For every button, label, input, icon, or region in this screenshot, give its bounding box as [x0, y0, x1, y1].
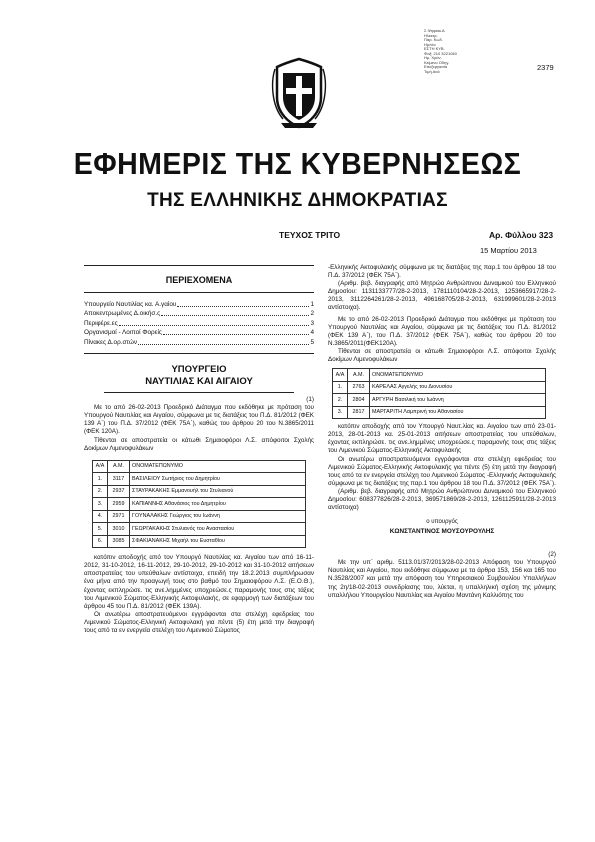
table-row: [93, 473, 306, 486]
ministry-line-2: ΝΑΥΤΙΛΙΑΣ ΚΑΙ ΑΙΓΑΙΟΥ: [145, 376, 253, 388]
paragraph: -Ελληνικής Ακτοφυλακής σύμφωνα με τις διατάξεις της παρ.1 του άρθρου 18 του Π.Δ. 37/2012 (ΦΕΚ 75Α΄).: [328, 264, 556, 280]
table-header-cell: ΟΝΟΜΑΤΕΠΩΝΥΜΟ: [370, 369, 546, 382]
table-cell: 6.: [93, 535, 108, 548]
divider: [104, 392, 294, 393]
table-cell: ΣΤΑΥΡΑΚΑΚΗΣ Εμμανουήλ του Στυλιανού: [130, 485, 306, 498]
paragraph: Με το από 26-02-2013 Προεδρικό Διάταγμα που εκδόθηκε με πρόταση του Υπουργού Ναυτιλίας και Αιγαίου, σύμφωνα με τις διατάξεις του Π.Δ. 81/2012 (ΦΕΚ 139 Α΄), του Π.Δ. 37/2012 (ΦΕΚ 75Α΄), καθώς του άρθρου 20 του Ν.3865/2011(ΦΕΚ120Α).: [328, 315, 556, 347]
table-cell: ΒΑΣΙΛΕΙΟΥ Σωτήριος του Δημητρίου: [130, 473, 306, 486]
table-header-cell: ΟΝΟΜΑΤΕΠΩΝΥΜΟ: [130, 460, 306, 473]
paragraph: κατόπιν αποδοχής από τον Υπουργό Ναυτιλίας κα. Αιγαίου των από 16-11-2012, 31-10-2012, 16-11-2012, 29-10-2012, 29-10-2012 και 31-10-2012 αιτήσεων αποστρατείας του υπεύθαλων αντίστοιχα, επειδή την 18.2.2013 συμπλήρωσαν ένα μήνα από την προαγωγή τους στο βαθμό του Σημαιοφόρου Λ.Σ. (Ε.Ο.Θ.), έχοντας εκπληρώσε. τις ανε.λημμένες υποχρεώσε.ς παραμονής τους στις τάξεις του Λιμενικού Σώματος-Ελληνικής Ακτοφυλακής, σε εφαρμογή των διατάξεων του άρθρου 45 του Π.Δ. 81/2012 (ΦΕΚ 139Α).: [84, 554, 314, 610]
divider: [84, 292, 314, 293]
toc-item-page: 5: [310, 338, 314, 346]
paragraph: (Αριθμ. βεβ. διαγραφής από Μητρώο Ανθρώπινου Δυναμικού του Ελληνικού Δημοσίου: 1131133777/28-2-2013, 1781110104/28-2-2013, 1253665917/28-2-2013, 3112264261/28-2-2013, 496168705/28-2-2013, 631999601/28-2-2013 αντίστοιχα).: [328, 280, 556, 312]
toc-item-label: Περιφέρε.ες: [84, 319, 118, 327]
paragraph: Με την υπ΄ αριθμ. 5113.01/37/2013/28-02-2013 Απόφαση του Υπουργού Ναυτιλίας και Αιγαίου, που εκδόθηκε σύμφωνα με τα άρθρα 153, 156 και 165 του Ν.3528/2007 και μετά την απόφαση του Υπηρεσιακού Συμβουλίου Υπαλλήλων της 2η/18-02-2013 συνεδρίασης του, λύεται, η υπαλληλική σχέση της μόνιμης υπαλλήλου Υπουργείου Ναυτιλίας και Αιγαίου Μαντάνη Καλλιόπης του: [328, 559, 556, 599]
table-row: [333, 394, 546, 407]
paragraph: Τίθενται σε αποστρατεία οι κάτωθι Σημαιοφόροι Λ.Σ. απόφοιτοι Σχολής Δοκίμων Λιμενοφυλάκων: [328, 347, 556, 364]
table-header-cell: Α.Μ.: [348, 369, 370, 382]
table-row: [93, 523, 306, 536]
toc-item-page: 3: [310, 319, 314, 327]
table-cell: 2971: [108, 510, 130, 523]
toc-item-label: Αποκεντρωμένες Δ.οικήσ.ς: [84, 310, 161, 318]
tiny-line: Φαξ: 210 3221040: [424, 50, 457, 56]
ministry-heading: [84, 364, 314, 388]
toc-item-page: 1: [310, 301, 314, 308]
toc-item[interactable]: [84, 328, 314, 337]
table-header-cell: Α/Α: [333, 369, 348, 382]
table-cell: 2.: [93, 485, 108, 498]
toc-item[interactable]: [84, 338, 314, 347]
paragraph: Με το από 26-02-2013 Προεδρικό Διάταγμα που εκδόθηκε με πρόταση του Υπουργού Ναυτιλίας και Αιγαίου, σύμφωνα με τις διατάξεις του Π.Δ. 81/2012 (ΦΕΚ 139 Α΄) του Π.Δ. 37/2012 (ΦΕΚ 75Α΄), καθώς του άρθρου 20 του Ν.3865/2011 (ΦΕΚ 120Α).: [84, 404, 314, 436]
page-number: 2379: [537, 63, 554, 72]
toc-heading: ΠΕΡΙΕΧΟΜΕΝΑ: [165, 275, 233, 285]
signature-block: [328, 518, 556, 537]
table-cell: 1.: [333, 381, 348, 394]
toc-item-label: Οργανισμοί - Λοιποί Φορείς: [84, 329, 162, 337]
table-cell: ΓΟΥΝΑΛΑΚΗΣ Γεώργιος του Ιωάννη: [130, 510, 306, 523]
table-row: [93, 535, 306, 548]
paragraph: (Αριθμ. βεβ. διαγραφής από Μητρώο Ανθρώπινου Δυναμικού του Ελληνικού Δημοσίου: 608377826/28-2-2013, 369571869/28-2-2013, 1261125911/28-2-2013 αντίστοιχα): [328, 487, 556, 512]
right-column: [328, 264, 556, 600]
table-cell: 2937: [108, 485, 130, 498]
toc-list: [84, 300, 314, 347]
toc-item[interactable]: [84, 309, 314, 318]
paragraph: Τίθενται σε αποστρατεία οι κάτωθι Σημαιοφόροι Λ.Σ. απόφοιτοι Σχολής Δοκίμων Λιμενοφυλάκων: [84, 436, 314, 452]
table-cell: ΑΡΓΥΡΗ Βασιλική του Ιωάννη: [370, 394, 546, 407]
table-cell: 2817: [348, 406, 370, 419]
table-cell: 2763: [348, 381, 370, 394]
divider: [84, 265, 314, 266]
sheet-number: Αρ. Φύλλου 323: [489, 230, 554, 240]
issue-type: ΤΕΥΧΟΣ ΤΡΙΤΟ: [279, 230, 341, 240]
tiny-line: Επεξεργασία: [424, 64, 448, 69]
table-cell: 2959: [108, 498, 130, 511]
paragraph: κατόπιν αποδοχής από τον Υπουργό Ναυτ.λίας κα. Αιγαίου των από 23-01-2013, 28-01-2013 κα. 25-01-2013 αιτήσεων αποστρατείας του υπεύθαλων, έχοντας εκπληρώσε. τις ανε.λημμένες υποχρεώσε.ς παραμονής τους στις τάξεις του Λιμενικού Σώματος-Ελληνικής Ακτοφυλακής: [328, 423, 556, 455]
table-row: [93, 498, 306, 511]
table-cell: 3.: [93, 498, 108, 511]
table-cell: 3085: [108, 535, 130, 548]
masthead-title: ΕΦΗΜΕΡΙΣ ΤΗΣ ΚΥΒΕΡΝΗΣΕΩΣ: [73, 146, 522, 181]
tiny-line: Κείμενο Οδηγ.: [424, 59, 450, 65]
officers-table-2: [332, 368, 546, 419]
table-cell: 5.: [93, 523, 108, 536]
table-row: [93, 485, 306, 498]
table-header-row: [333, 369, 546, 382]
paragraph: Οι ανωτέρω αποστρατευόμενοι εγγράφονται στα στελέχη εφεδρείας του Λιμενικού Σώματος-Ελληνική Ακτοφυλακή για πέντε (5) έτη μετά την διαγραφή τους από τα εν ενεργεία στελέχη του Λιμενικού Σώματος: [84, 610, 314, 635]
tiny-line: Ημ/νία: [424, 41, 436, 47]
table-header-row: [93, 460, 306, 473]
tiny-line: Ημ. Χρόν.: [424, 55, 442, 60]
coat-of-arms-icon: [271, 57, 327, 131]
toc-item-label: Υπουργείο Ναυτιλίας κα. Α.γαίου: [84, 301, 177, 308]
table-cell: 1.: [93, 473, 108, 486]
table-cell: 3117: [108, 473, 130, 486]
toc-item[interactable]: [84, 300, 314, 309]
divider: [84, 353, 314, 354]
tiny-line: Παρ. Κωδ.: [424, 37, 443, 42]
table-cell: 4.: [93, 510, 108, 523]
tiny-line: ΕΣΤΗ ΚΥΒ.: [424, 46, 445, 51]
officers-table: [92, 460, 306, 549]
table-cell: 3.: [333, 406, 348, 419]
toc-item-label: Πίνακες Δ.ορ.στών: [84, 338, 138, 346]
toc-item[interactable]: [84, 319, 314, 328]
table-cell: ΓΕΩΡΓΑΚΑΚΗΣ Στυλιανός του Αναστασίου: [130, 523, 306, 536]
tiny-line: Τιμή Ανά: [424, 68, 440, 74]
table-row: [93, 510, 306, 523]
signature-role: ο υπουργός: [426, 519, 458, 526]
masthead-subtitle: ΤΗΣ ΕΛΛΗΝΙΚΗΣ ΔΗΜΟΚΡΑΤΙΑΣ: [147, 190, 448, 211]
paragraph: Οι ανωτέρω αποστρατευόμενοι εγγράφονται στα στελέχη εφεδρείας του Λιμενικού Σώματος-Ελληνικής Ακτοφυλακής για πέντε (5) έτη μετά την διαγραφή τους από τα εν ενεργεία στελέχη του Λιμενικού Σώματος -Ελληνικής Ακτοφυλακής σύμφωνα με τις διατάξεις της παρ.1 του άρθρου 18 του Π.Δ. 37/2012 (ΦΕΚ 75Α΄).: [328, 455, 556, 487]
tiny-line: Ηλεκτρ.: [424, 32, 438, 38]
table-cell: ΜΑΡΓΑΡΙΤΗ Λαμπρινή του Αθανασίου: [370, 406, 546, 419]
toc-item-page: 2: [310, 310, 314, 318]
header-tiny-block: [424, 29, 494, 74]
table-cell: ΣΦΑΚΙΑΝΑΚΗΣ Μιχαήλ του Ευσταθίου: [130, 535, 306, 548]
table-cell: 2804: [348, 394, 370, 407]
table-row: [333, 406, 546, 419]
table-row: [333, 381, 546, 394]
table-cell: ΚΑΡΕΛΑΣ Αγγελής του Διονυσίου: [370, 381, 546, 394]
table-cell: ΚΑΠΙΑΝΝΗΣ Αθανάσιος του Δημητρίου: [130, 498, 306, 511]
decision-marker: (1): [306, 396, 314, 404]
table-header-cell: Α/Α: [93, 460, 108, 473]
left-column: [84, 265, 314, 635]
ministry-line-1: ΥΠΟΥΡΓΕΙΟ: [171, 364, 227, 376]
table-cell: 2.: [333, 394, 348, 407]
decision-marker: (2): [548, 551, 556, 559]
toc-item-page: 4: [310, 329, 314, 337]
issue-date: 15 Μαρτίου 2013: [480, 246, 537, 255]
table-cell: 3010: [108, 523, 130, 536]
signature-name: ΚΩΝΣΤΑΝΤΙΝΟΣ ΜΟΥΣΟΥΡΟΥΛΗΣ: [389, 528, 495, 536]
tiny-line: Σ.Ψηφιακ.Α: [424, 28, 445, 33]
table-header-cell: Α.Μ.: [108, 460, 130, 473]
